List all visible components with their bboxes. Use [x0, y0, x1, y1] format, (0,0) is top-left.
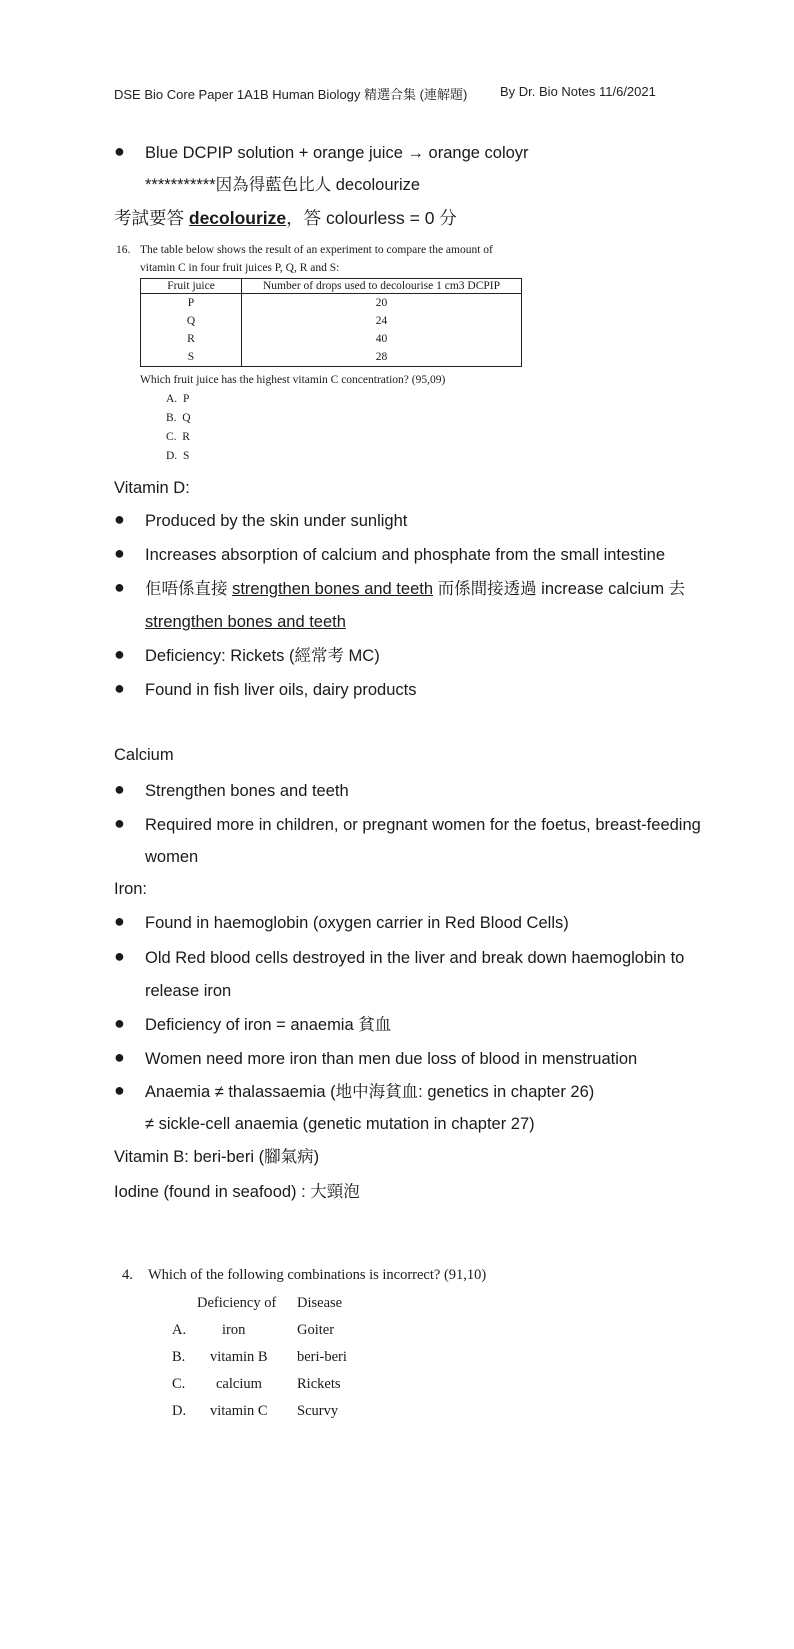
q16-drops: 28: [242, 348, 522, 367]
calcium-heading: Calcium: [114, 746, 174, 764]
bullet-dot: ●: [114, 678, 125, 698]
vitamin-d-b3: [145, 578, 685, 600]
q4-col-deficiency: Deficiency of: [197, 1295, 277, 1311]
option-letter: D.: [166, 450, 178, 462]
q16-number: 16.: [116, 244, 131, 256]
q16-juice: R: [141, 330, 242, 348]
q4-row-disease: beri-beri: [297, 1349, 347, 1365]
iron-b2-line2: release iron: [145, 982, 232, 1000]
bullet-dot: ●: [114, 946, 125, 966]
iron-b5-line1: Anaemia ≠ thalassaemia (地中海貧血: genetics in chapter 26): [145, 1083, 595, 1101]
q16-juice: Q: [141, 312, 242, 330]
q4-question: Which of the following combinations is incorrect? (91,10): [148, 1267, 487, 1283]
dcpip-answer-keyword: decolourize: [188, 208, 287, 228]
q16-col-fruit-juice: Fruit juice: [141, 279, 242, 294]
iodine-line: Iodine (found in seafood) : 大頸泡: [114, 1183, 360, 1201]
iron-b5-line2: ≠ sickle-cell anaemia (genetic mutation in chapter 27): [145, 1115, 535, 1133]
q4-row-disease: Rickets: [297, 1376, 341, 1392]
q16-stem-line1: The table below shows the result of an experiment to compare the amount of: [140, 244, 493, 256]
table-row: [141, 330, 522, 348]
option-text: R: [182, 431, 190, 443]
bullet-dot: ●: [114, 779, 125, 799]
vitamin-d-b3-a: 佢唔係直接: [145, 580, 233, 598]
option-letter: B.: [166, 412, 177, 424]
vitamin-d-b3-u2: strengthen bones and teeth: [145, 613, 346, 631]
q4-row-deficiency: vitamin B: [210, 1349, 268, 1365]
q16-table-header: [141, 279, 522, 294]
bullet-dot: ●: [114, 644, 125, 664]
option-letter: C.: [166, 431, 177, 443]
q16-drops: 24: [242, 312, 522, 330]
option-text: P: [182, 393, 190, 405]
dcpip-note: ***********因為得藍色比人 decolourize: [145, 176, 421, 194]
q16-juice: S: [141, 348, 242, 367]
option-text: Q: [182, 412, 191, 424]
vitamin-d-b2: Increases absorption of calcium and phosphate from the small intestine: [145, 546, 666, 564]
bullet-dot: ●: [114, 1013, 125, 1033]
q16-col-drops: Number of drops used to decolourise 1 cm3 DCPIP: [242, 279, 522, 294]
option-text: S: [182, 450, 190, 462]
q16-table: [140, 278, 522, 367]
vitamin-d-b4: Deficiency: Rickets (經常考 MC): [145, 647, 380, 665]
bullet-dot: ●: [114, 1047, 125, 1067]
q4-row-deficiency: calcium: [216, 1376, 262, 1392]
iron-b3: Deficiency of iron = anaemia 貧血: [145, 1016, 392, 1034]
q4-row-letter: A.: [172, 1322, 187, 1338]
vitamin-d-b5: Found in fish liver oils, dairy products: [145, 681, 417, 699]
vitamin-d-heading: Vitamin D:: [114, 479, 190, 497]
dcpip-answer-prefix: 考試要答: [114, 208, 189, 228]
bullet-dot: ●: [114, 543, 125, 563]
q4-row-letter: C.: [172, 1376, 186, 1392]
bullet-dot: ●: [114, 577, 125, 597]
q4-row-disease: Scurvy: [297, 1403, 339, 1419]
q4-row-letter: B.: [172, 1349, 186, 1365]
iron-b1: Found in haemoglobin (oxygen carrier in Red Blood Cells): [145, 914, 569, 932]
iron-b2-line1: Old Red blood cells destroyed in the liver and break down haemoglobin to: [145, 949, 685, 967]
calcium-b2-line1: Required more in children, or pregnant women for the foetus, breast-feeding: [145, 816, 701, 834]
table-row: [141, 348, 522, 367]
q4-number: 4.: [122, 1267, 133, 1283]
iron-heading: Iron:: [114, 880, 148, 898]
iron-b4: Women need more iron than men due loss of blood in menstruation: [145, 1050, 638, 1068]
vitamin-d-b3-b: 而係間接透過 increase calcium 去: [433, 580, 686, 598]
q4-row-deficiency: iron: [222, 1322, 246, 1338]
page-header-right: By Dr. Bio Notes 11/6/2021: [500, 84, 656, 99]
bullet-dot: ●: [114, 509, 125, 529]
calcium-b2-line2: women: [145, 848, 199, 866]
table-row: [141, 294, 522, 313]
q16-stem-line2: vitamin C in four fruit juices P, Q, R and S:: [140, 262, 340, 274]
q4-row-letter: D.: [172, 1403, 187, 1419]
table-row: [141, 312, 522, 330]
q16-juice: P: [141, 294, 242, 313]
q16-drops: 40: [242, 330, 522, 348]
vitamin-d-b1: Produced by the skin under sunlight: [145, 512, 408, 530]
option-letter: A.: [166, 393, 178, 405]
bullet-dot: ●: [114, 813, 125, 833]
vitamin-d-b3-u1: strengthen bones and teeth: [232, 580, 434, 598]
page-header-left: DSE Bio Core Paper 1A1B Human Biology 精選合集 (連解題): [114, 87, 468, 102]
bullet-dot: ●: [114, 911, 125, 931]
q16-option-b: [166, 412, 191, 424]
calcium-b1: Strengthen bones and teeth: [145, 782, 349, 800]
dcpip-answer: [114, 207, 457, 229]
q4-col-disease: Disease: [297, 1295, 343, 1311]
q16-option-a: [166, 393, 189, 405]
q4-row-deficiency: vitamin C: [210, 1403, 268, 1419]
dcpip-bullet: Blue DCPIP solution + orange juice → orange coloyr: [145, 144, 529, 162]
q16-question: Which fruit juice has the highest vitamin C concentration? (95,09): [140, 374, 446, 386]
q16-drops: 20: [242, 294, 522, 313]
bullet-dot: ●: [114, 1080, 125, 1100]
q16-option-d: [166, 450, 189, 462]
bullet-dot: ●: [114, 141, 125, 161]
vitamin-b-line: Vitamin B: beri-beri (腳氣病): [114, 1148, 320, 1166]
dcpip-answer-suffix: ，答 colourless = 0 分: [286, 208, 457, 228]
q16-option-c: [166, 431, 190, 443]
q4-row-disease: Goiter: [297, 1322, 335, 1338]
